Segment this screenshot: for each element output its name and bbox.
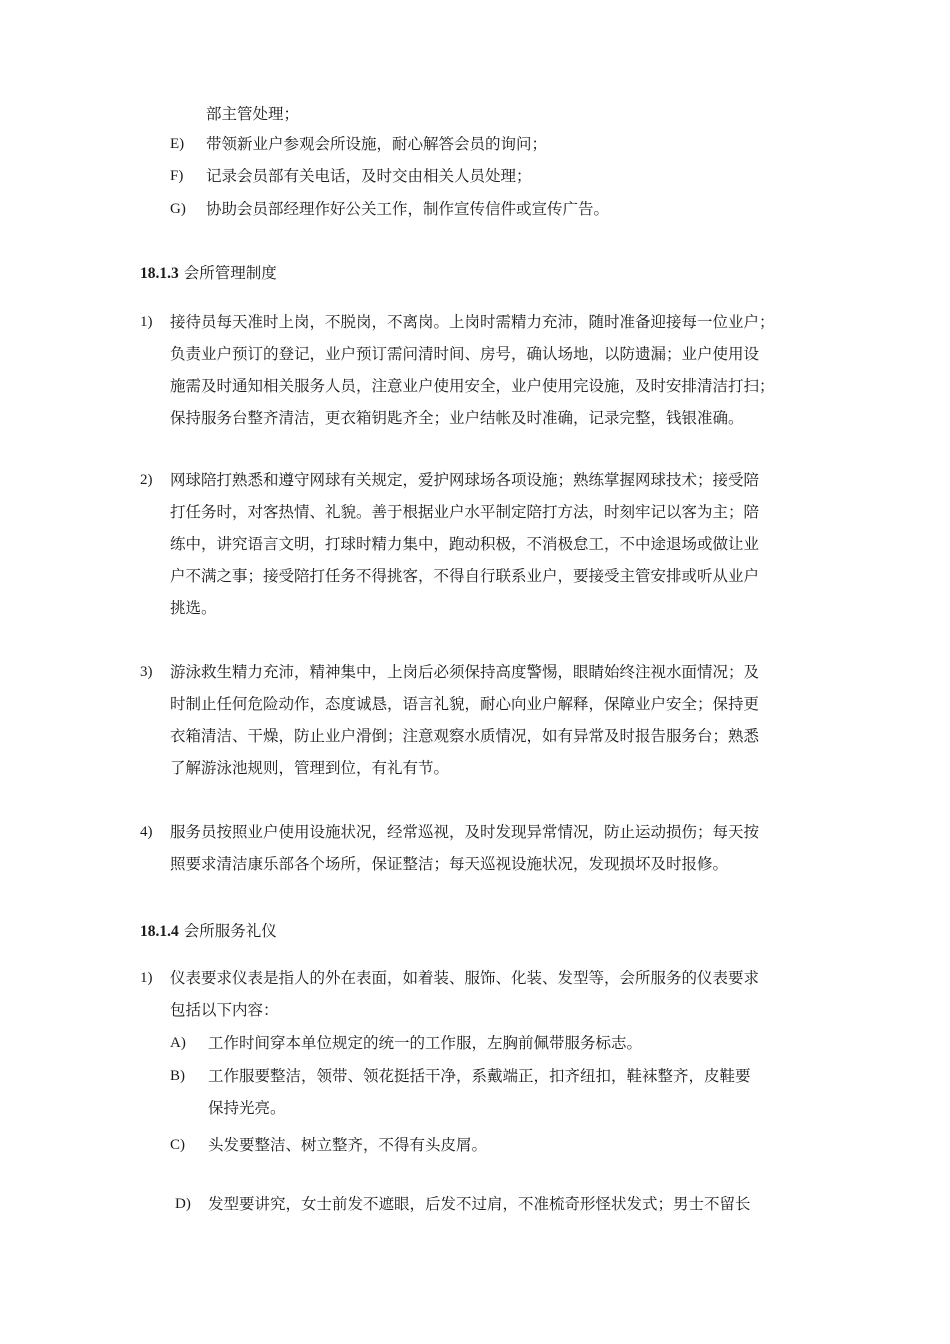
- list-marker-g: G): [170, 201, 186, 217]
- list-item-a: 工作时间穿本单位规定的统一的工作服，左胸前佩带服务标志。: [208, 1034, 643, 1052]
- continuation-line: 部主管处理；: [206, 105, 300, 123]
- section-heading-1814: [140, 921, 277, 942]
- list-marker-f: F): [170, 168, 184, 184]
- text-line: 衣箱清洁、干燥，防止业户滑倒；注意观察水质情况，如有异常及时报告服务台；熟悉: [170, 727, 760, 745]
- section-heading-1813: [140, 263, 277, 284]
- text-line: 户不满之事；接受陪打任务不得挑客，不得自行联系业户，要接受主管安排或听从业户: [170, 567, 760, 585]
- list-marker-e: E): [170, 136, 185, 152]
- text-line: 打任务时，对客热情、礼貌。善于根据业户水平制定陪打方法，时刻牢记以客为主；陪: [170, 503, 760, 521]
- list-marker-b: B): [170, 1068, 185, 1084]
- list-item-c: 头发要整洁、树立整齐，不得有头皮屑。: [208, 1136, 488, 1154]
- list-item-4: [170, 816, 830, 880]
- list-marker-4: 4): [140, 824, 153, 840]
- section-number: 18.1.4: [140, 923, 179, 940]
- text-line: 照要求清洁康乐部各个场所，保证整洁；每天巡视设施状况，发现损坏及时报修。: [170, 855, 729, 873]
- section-title: 会所管理制度: [183, 264, 277, 282]
- list-item-2: [170, 464, 830, 624]
- text-line: 时制止任何危险动作，态度诚恳，语言礼貌，耐心向业户解释，保障业户安全；保持更: [170, 695, 760, 713]
- list-item-b-line1: 工作服要整洁，领带、领花挺括干净，系戴端正，扣齐纽扣，鞋袜整齐，皮鞋要: [208, 1067, 751, 1085]
- text-line: 练中，讲究语言文明，打球时精力集中，跑动积极，不消极怠工，不中途退场或做让业: [170, 535, 760, 553]
- list-item-1-etiquette: [170, 962, 830, 1026]
- list-item-d: 发型要讲究，女士前发不遮眼，后发不过肩，不准梳奇形怪状发式；男士不留长: [208, 1195, 751, 1213]
- list-marker-1-etiquette: 1): [140, 970, 153, 986]
- text-line: 仪表要求仪表是指人的外在表面，如着装、服饰、化装、发型等，会所服务的仪表要求: [170, 969, 760, 987]
- list-marker-2: 2): [140, 472, 153, 488]
- text-line: 接待员每天准时上岗，不脱岗，不离岗。上岗时需精力充沛，随时准备迎接每一位业户；: [170, 313, 775, 331]
- text-line: 包括以下内容：: [170, 1001, 279, 1019]
- list-marker-3: 3): [140, 664, 153, 680]
- list-item-b-line2: 保持光亮。: [208, 1099, 286, 1117]
- list-item-f: 记录会员部有关电话，及时交由相关人员处理；: [206, 167, 532, 185]
- section-number: 18.1.3: [140, 265, 179, 282]
- text-line: 挑选。: [170, 599, 217, 617]
- text-line: 服务员按照业户使用设施状况，经常巡视，及时发现异常情况，防止运动损伤；每天按: [170, 823, 760, 841]
- section-title: 会所服务礼仪: [183, 922, 277, 940]
- list-marker-d: D): [175, 1196, 191, 1212]
- text-line: 了解游泳池规则，管理到位，有礼有节。: [170, 759, 450, 777]
- list-marker-1: 1): [140, 314, 153, 330]
- list-item-g: 协助会员部经理作好公关工作，制作宣传信件或宣传广告。: [206, 200, 610, 218]
- list-marker-c: C): [170, 1137, 185, 1153]
- text-line: 保持服务台整齐清洁，更衣箱钥匙齐全；业户结帐及时准确，记录完整，钱银准确。: [170, 409, 744, 427]
- list-item-1: [170, 306, 830, 434]
- list-item-e: 带领新业户参观会所设施，耐心解答会员的询问；: [206, 135, 548, 153]
- text-line: 网球陪打熟悉和遵守网球有关规定，爱护网球场各项设施；熟练掌握网球技术；接受陪: [170, 471, 760, 489]
- text-line: 游泳救生精力充沛，精神集中，上岗后必须保持高度警惕，眼睛始终注视水面情况；及: [170, 663, 760, 681]
- list-item-3: [170, 656, 830, 784]
- list-marker-a: A): [170, 1035, 186, 1051]
- text-line: 施需及时通知相关服务人员，注意业户使用安全，业户使用完设施，及时安排清洁打扫；: [170, 377, 775, 395]
- text-line: 负责业户预订的登记，业户预订需问清时间、房号，确认场地，以防遗漏；业户使用设: [170, 345, 760, 363]
